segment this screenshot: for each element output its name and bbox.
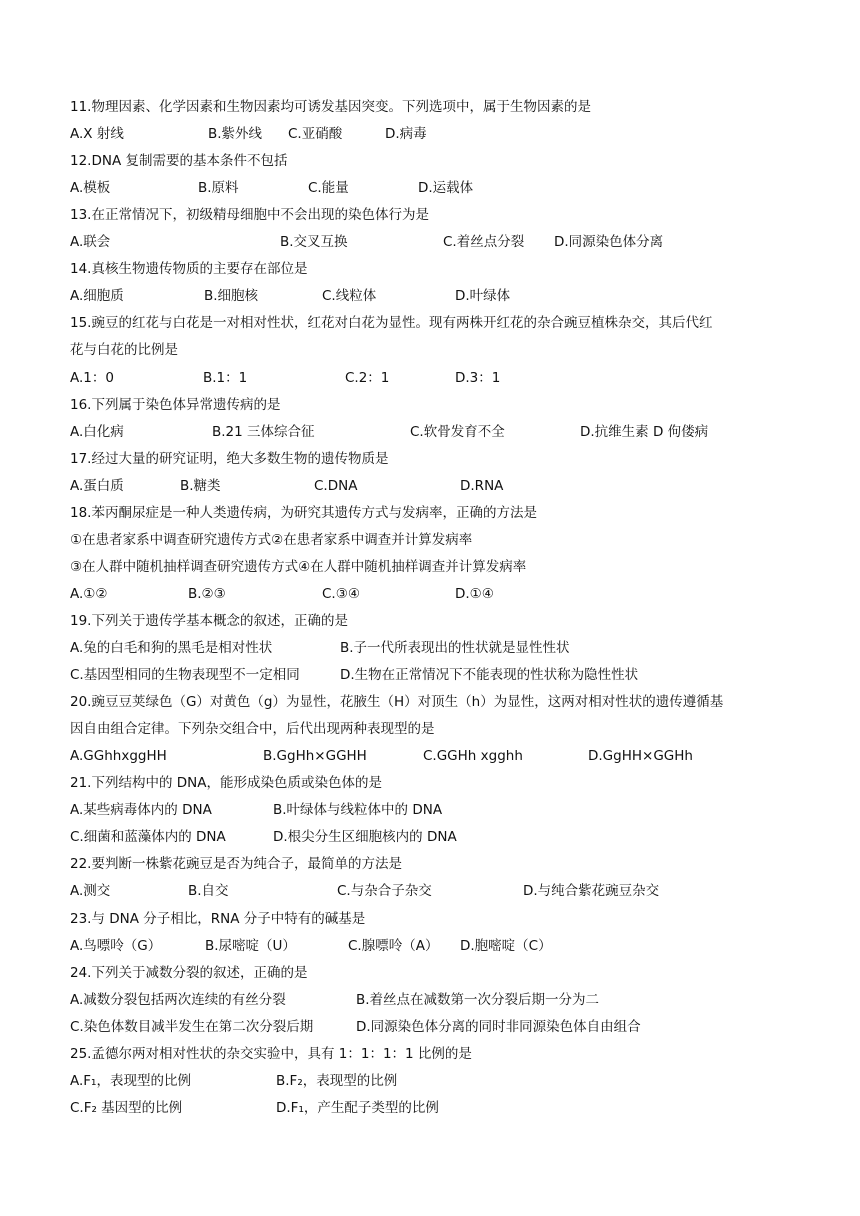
option-c: C.DNA xyxy=(314,477,358,494)
question-17-stem: 17.经过大量的研究证明，绝大多数生物的遗传物质是 xyxy=(70,450,389,467)
option-c: C.③④ xyxy=(322,585,360,602)
option-a: A.F₁，表现型的比例 xyxy=(70,1072,191,1089)
option-a: A.①② xyxy=(70,585,108,602)
question-25-stem: 25.孟德尔两对相对性状的杂交实验中，具有 1：1：1：1 比例的是 xyxy=(70,1045,472,1062)
question-20-stem: 20.豌豆豆荚绿色（G）对黄色（g）为显性，花腋生（H）对顶生（h）为显性，这两对相对性状的遗传遵循基 xyxy=(70,694,724,711)
option-d: D.叶绿体 xyxy=(455,288,511,305)
option-c: C.F₂ 基因型的比例 xyxy=(70,1099,183,1116)
option-a: A.某些病毒体内的 DNA xyxy=(70,802,212,819)
option-b: B.糖类 xyxy=(180,477,221,494)
question-22-stem: 22.要判断一株紫花豌豆是否为纯合子，最简单的方法是 xyxy=(70,856,402,873)
question-24-stem: 24.下列关于减数分裂的叙述，正确的是 xyxy=(70,964,308,981)
option-b: B.子一代所表现出的性状就是显性性状 xyxy=(340,640,570,656)
question-21-stem: 21.下列结构中的 DNA，能形成染色质或染色体的是 xyxy=(70,775,382,792)
option-a: A.蛋白质 xyxy=(70,477,124,494)
question-18-stem-line: ③在人群中随机抽样调查研究遗传方式④在人群中随机抽样调查并计算发病率 xyxy=(70,558,527,575)
option-b: B.细胞核 xyxy=(204,288,259,305)
option-a: A.X 射线 xyxy=(70,126,124,143)
option-b: B.着丝点在减数第一次分裂后期一分为二 xyxy=(356,991,600,1008)
option-d: D.RNA xyxy=(460,477,504,494)
option-d: D.GgHH×GGHh xyxy=(588,748,693,765)
option-b: B.紫外线 xyxy=(208,126,263,143)
option-c: C.着丝点分裂 xyxy=(443,234,525,251)
option-c: C.与杂合子杂交 xyxy=(337,883,432,900)
option-a: A.兔的白毛和狗的黑毛是相对性状 xyxy=(70,640,273,656)
question-15-stem-line: 花与白花的比例是 xyxy=(70,342,178,359)
option-a: A.减数分裂包括两次连续的有丝分裂 xyxy=(70,991,286,1008)
question-15-stem: 15.豌豆的红花与白花是一对相对性状，红花对白花为显性。现有两株开红花的杂合豌豆植株杂交，其后代红 xyxy=(70,315,713,332)
option-d: D.胞嘧啶（C） xyxy=(460,937,552,954)
option-d: D.F₁，产生配子类型的比例 xyxy=(276,1099,439,1116)
option-d: D.抗维生素 D 佝偻病 xyxy=(580,423,709,440)
option-c: C.染色体数目减半发生在第二次分裂后期 xyxy=(70,1018,314,1035)
question-23-stem: 23.与 DNA 分子相比，RNA 分子中特有的碱基是 xyxy=(70,910,366,927)
question-14-stem: 14.真核生物遗传物质的主要存在部位是 xyxy=(70,261,308,278)
option-d: D.病毒 xyxy=(385,126,427,143)
option-c: C.线粒体 xyxy=(322,288,377,305)
option-b: B.F₂，表现型的比例 xyxy=(276,1072,398,1089)
question-11-stem: 11.物理因素、化学因素和生物因素均可诱发基因突变。下列选项中，属于生物因素的是 xyxy=(70,99,591,115)
option-a: A.白化病 xyxy=(70,423,124,440)
option-d: D.生物在正常情况下不能表现的性状称为隐性性状 xyxy=(340,667,639,684)
option-a: A.1：0 xyxy=(70,369,114,386)
question-16-stem: 16.下列属于染色体异常遗传病的是 xyxy=(70,396,281,413)
option-a: A.细胞质 xyxy=(70,288,124,305)
option-c: C.亚硝酸 xyxy=(288,126,343,143)
question-19-stem: 19.下列关于遗传学基本概念的叙述，正确的是 xyxy=(70,612,348,629)
option-a: A.鸟嘌呤（G） xyxy=(70,937,162,954)
option-d: D.同源染色体分离的同时非同源染色体自由组合 xyxy=(356,1018,641,1035)
option-a: A.GGhhxggHH xyxy=(70,748,167,765)
option-c: C.软骨发育不全 xyxy=(410,423,505,440)
option-b: B.②③ xyxy=(188,585,226,602)
option-a: A.测交 xyxy=(70,883,111,900)
option-b: B.原料 xyxy=(198,180,239,197)
question-12-stem: 12.DNA 复制需要的基本条件不包括 xyxy=(70,153,288,170)
option-b: B.GgHh×GGHH xyxy=(263,748,367,765)
option-b: B.自交 xyxy=(188,883,229,900)
option-d: D.①④ xyxy=(455,585,494,602)
option-d: D.与纯合紫花豌豆杂交 xyxy=(523,883,660,900)
question-20-stem-line: 因自由组合定律。下列杂交组合中，后代出现两种表现型的是 xyxy=(70,721,435,738)
question-18-stem-line: ①在患者家系中调查研究遗传方式②在患者家系中调查并计算发病率 xyxy=(70,531,473,548)
option-c: C.基因型相同的生物表现型不一定相同 xyxy=(70,667,300,684)
option-a: A.联会 xyxy=(70,234,111,251)
option-a: A.模板 xyxy=(70,180,111,197)
option-b: B.尿嘧啶（U） xyxy=(205,937,296,954)
option-c: C.2：1 xyxy=(345,369,390,386)
option-c: C.能量 xyxy=(308,180,349,197)
option-d: D.根尖分生区细胞核内的 DNA xyxy=(273,829,457,846)
option-d: D.运载体 xyxy=(418,180,474,197)
option-d: D.3：1 xyxy=(455,369,501,386)
option-d: D.同源染色体分离 xyxy=(554,234,664,251)
option-c: C.腺嘌呤（A） xyxy=(348,937,439,954)
option-b: B.叶绿体与线粒体中的 DNA xyxy=(273,802,443,819)
question-18-stem: 18.苯丙酮尿症是一种人类遗传病，为研究其遗传方式与发病率，正确的方法是 xyxy=(70,504,537,521)
option-b: B.1：1 xyxy=(203,369,248,386)
option-b: B.21 三体综合征 xyxy=(212,423,315,440)
option-b: B.交叉互换 xyxy=(280,234,348,251)
question-13-stem: 13.在正常情况下，初级精母细胞中不会出现的染色体行为是 xyxy=(70,207,429,224)
option-c: C.细菌和蓝藻体内的 DNA xyxy=(70,829,226,846)
option-c: C.GGHh xgghh xyxy=(423,748,523,765)
